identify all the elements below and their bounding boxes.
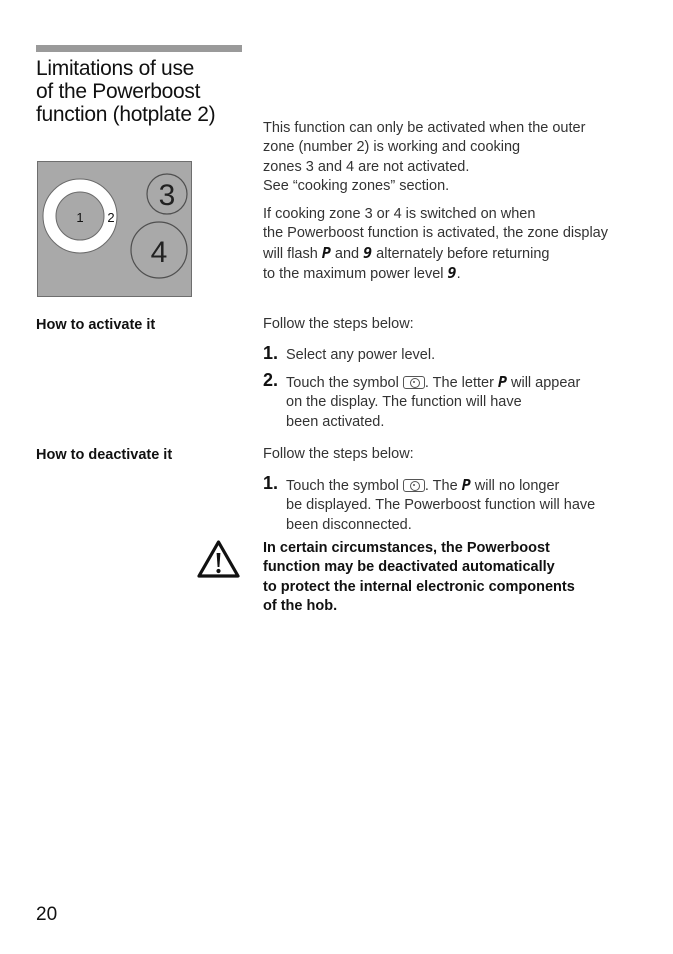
text-fragment: will no longer — [470, 478, 560, 494]
text-line: of the hob. — [263, 597, 338, 614]
step-text — [286, 346, 435, 365]
text-line — [263, 244, 608, 264]
warning-text — [263, 539, 575, 616]
text-fragment: will appear — [506, 375, 581, 391]
display-glyph-9: 9 — [447, 263, 457, 282]
text-fragment: . The letter — [424, 375, 498, 391]
zone-2-label: 2 — [107, 210, 115, 225]
text-fragment: . — [456, 265, 461, 282]
text-fragment: alternately before returning — [372, 245, 550, 262]
intro-paragraph-2 — [263, 205, 608, 284]
step-number: 1. — [263, 343, 279, 363]
deactivate-heading: How to deactivate it — [36, 447, 173, 463]
activate-lead: Follow the steps below: — [263, 316, 414, 332]
text-line: the Powerboost function is activated, the zone display — [263, 225, 608, 242]
step-text — [286, 476, 595, 535]
text-line: Select any power level. — [286, 347, 436, 363]
text-line: be displayed. The Powerboost function will have — [286, 497, 596, 514]
warning-triangle-svg — [196, 539, 241, 579]
hob-zones-diagram — [37, 161, 192, 297]
text-line: been disconnected. — [286, 516, 412, 533]
hob-zones-svg — [38, 162, 193, 298]
deactivate-lead: Follow the steps below: — [263, 446, 414, 462]
step-text — [286, 373, 580, 432]
text-fragment: Touch the symbol — [286, 478, 403, 494]
display-glyph-9: 9 — [363, 243, 373, 262]
text-fragment: Touch the symbol — [286, 375, 403, 391]
text-fragment: will flash — [263, 245, 322, 262]
intro-paragraph-1 — [263, 119, 585, 196]
text-line: In certain circumstances, the Powerboost — [263, 540, 550, 556]
text-line: This function can only be activated when the outer — [263, 120, 586, 136]
page-number: 20 — [36, 904, 58, 925]
powerboost-symbol-icon — [403, 479, 425, 492]
text-line: If cooking zone 3 or 4 is switched on when — [263, 206, 536, 222]
title-line: Limitations of use — [36, 57, 195, 80]
title-line: of the Powerboost — [36, 80, 201, 103]
display-glyph-p: P — [497, 373, 507, 391]
display-glyph-p: P — [321, 243, 331, 262]
text-fragment: . The — [424, 478, 462, 494]
warning-triangle-icon — [196, 539, 241, 584]
text-line: to protect the internal electronic components — [263, 578, 575, 595]
zone-3-label: 3 — [158, 179, 176, 212]
powerboost-symbol-icon — [403, 376, 425, 389]
zone-1-label: 1 — [76, 210, 84, 225]
step-number: 1. — [263, 473, 279, 493]
text-line — [286, 476, 595, 496]
section-title — [36, 57, 251, 126]
display-glyph-p: P — [461, 476, 471, 494]
activate-heading: How to activate it — [36, 317, 156, 333]
text-line: function may be deactivated automatically — [263, 559, 555, 576]
title-line: function (hotplate 2) — [36, 103, 216, 126]
text-fragment: to the maximum power level — [263, 265, 448, 282]
step-number: 2. — [263, 370, 279, 390]
text-line: See “cooking zones” section. — [263, 177, 450, 194]
text-line — [263, 264, 608, 284]
zone-4-label: 4 — [150, 236, 168, 269]
section-rule — [36, 45, 242, 52]
text-line: been activated. — [286, 413, 385, 430]
text-line: zone (number 2) is working and cooking — [263, 139, 521, 156]
text-line: zones 3 and 4 are not activated. — [263, 158, 470, 175]
text-fragment: and — [330, 245, 364, 262]
text-line: on the display. The function will have — [286, 394, 522, 411]
text-line — [286, 373, 580, 393]
